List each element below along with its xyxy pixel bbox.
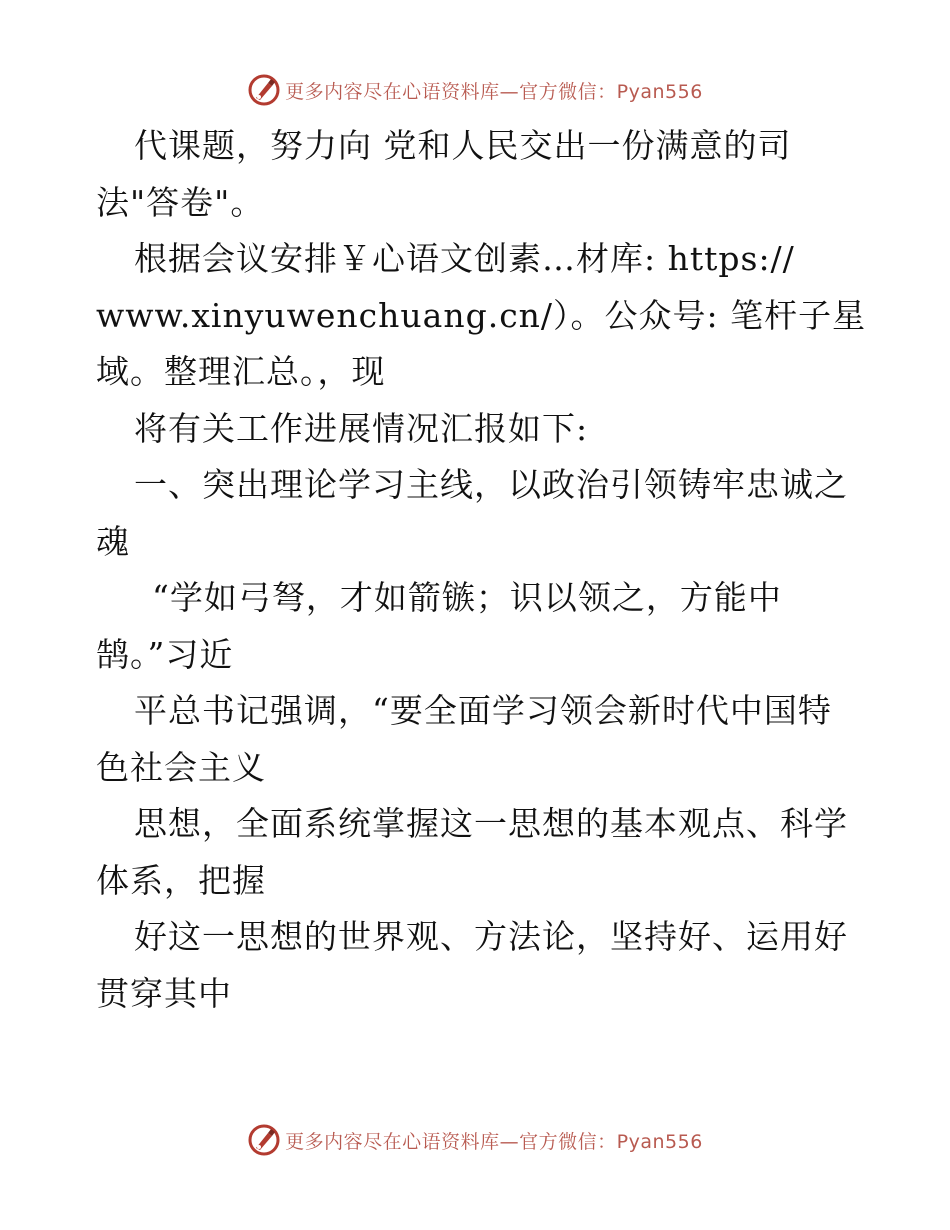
body-line: 平总书记强调，“要全面学习领会新时代中国特 — [134, 691, 832, 730]
body-line: 思想，全面系统掌握这一思想的基本观点、科学 — [134, 804, 848, 843]
body-line: 将有关工作进展情况汇报如下: — [134, 408, 589, 448]
body-line: 好这一思想的世界观、方法论，坚持好、运用好 — [134, 917, 848, 956]
header-banner-text: 更多内容尽在心语资料库—官方微信：Pyan556 — [285, 80, 703, 103]
document-body — [96, 118, 867, 1022]
body-line: “学如弓弩，才如箭镞；识以领之，方能中 — [152, 578, 782, 617]
body-line: 代课题，努力向 党和人民交出一份满意的司 — [134, 126, 792, 165]
section-heading: 一、突出理论学习主线，以政治引领铸牢忠诚之 — [134, 465, 848, 504]
pen-logo-icon — [247, 73, 281, 107]
body-line: 贯穿其中 — [96, 973, 232, 1013]
section-heading-cont: 魂 — [96, 521, 130, 561]
body-line: 域。整理汇总。，现 — [96, 352, 386, 391]
body-line: 法"答卷"。 — [96, 182, 265, 222]
body-line: www.xinyuwenchuang.cn/）。公众号: 笔杆子星 — [96, 295, 867, 335]
body-line: 体系，把握 — [96, 860, 266, 900]
footer-banner — [0, 1120, 950, 1160]
pen-logo-icon — [247, 1123, 281, 1157]
body-line: 根据会议安排￥心语文创素…材库: https:// — [134, 239, 795, 278]
footer-banner-text: 更多内容尽在心语资料库—官方微信：Pyan556 — [285, 1130, 703, 1153]
body-line: 鹄。”习近 — [96, 634, 234, 674]
header-banner — [0, 70, 950, 110]
body-line: 色社会主义 — [96, 747, 266, 787]
